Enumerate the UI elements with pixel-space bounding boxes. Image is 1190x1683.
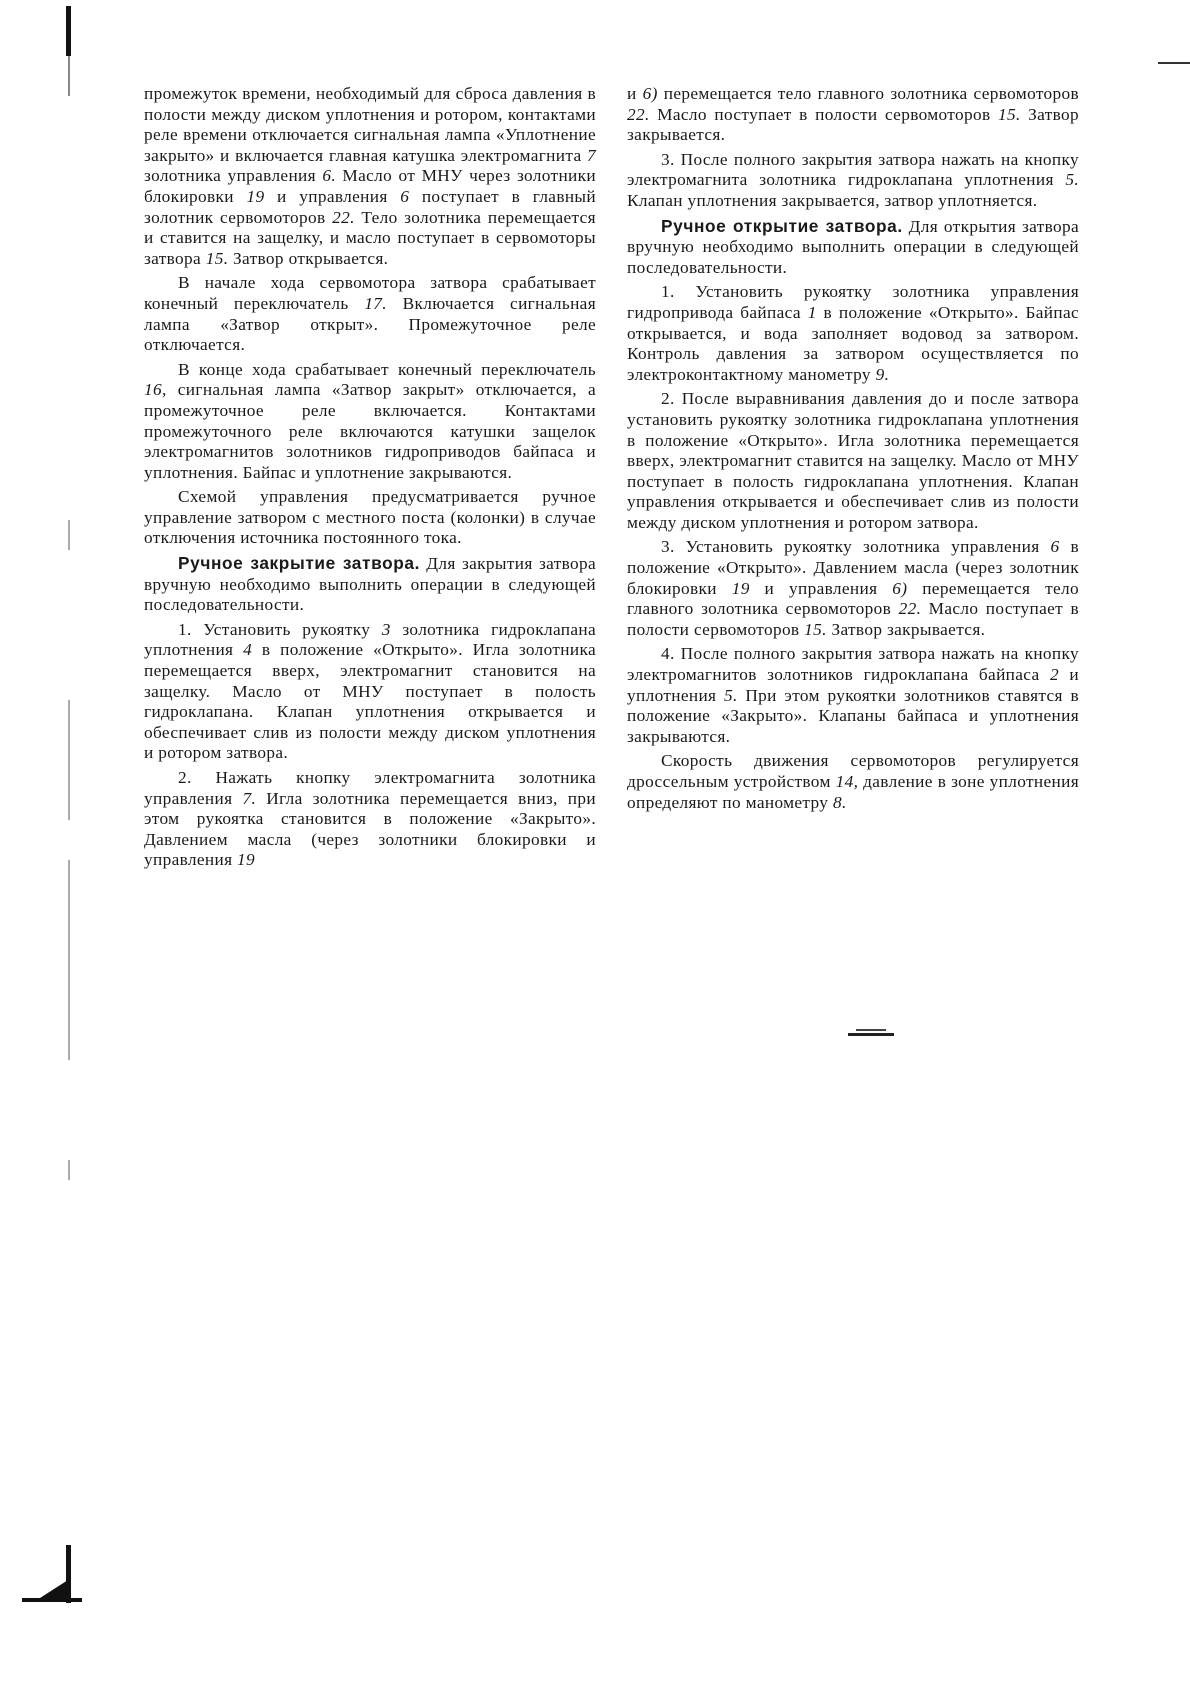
section-heading-manual-opening: Ручное открытие затвора. Для открытия затвора вручную необходимо выполнить операции в следующей последовательности. xyxy=(627,215,1079,277)
scan-artifact-mark xyxy=(22,1598,82,1602)
step-paragraph: 1. Установить рукоятку 3 золотника гидроклапана уплотнения 4 в положение «Открыто». Игла золотника перемещается вверх, электромагнит становится на защелку. Масло от МНУ поступает в полость гидроклапана. Клапан уплотнения открывается и обеспечивает слив из полости между диском уплотнения и ротором затвора. xyxy=(144,619,596,763)
paragraph: промежуток времени, необходимый для сброса давления в полости между диском уплотнения и ротором, контактами реле времени отключается сигнальная лампа «Уплотнение закрыто» и включается главная катушка электромагнита 7 золотника управления 6. Масло от МНУ через золотники блокировки 19 и управления 6 поступает в главный золотник сервомоторов 22. Тело золотника перемещается и ставится на защелку, и масло поступает в сервомоторы затвора 15. Затвор открывается. xyxy=(144,84,596,268)
paragraph: Скорость движения сервомоторов регулируется дроссельным устройством 14, давление в зоне уплотнения определяют по манометру 8. xyxy=(627,751,1079,812)
section-end-rule xyxy=(856,1029,886,1031)
scan-artifact-mark xyxy=(1158,62,1190,64)
section-heading-manual-closing: Ручное закрытие затвора. Для закрытия затвора вручную необходимо выполнить операции в следующей последовательности. xyxy=(144,553,596,615)
scan-artifact-speck xyxy=(68,1160,70,1180)
paragraph: В начале хода сервомотора затвора срабатывает конечный переключатель 17. Включается сигнальная лампа «Затвор открыт». Промежуточное реле отключается. xyxy=(144,273,596,355)
scan-artifact-speck xyxy=(68,860,70,1060)
scan-artifact-mark xyxy=(66,6,71,56)
step-paragraph: 3. Установить рукоятку золотника управления 6 в положение «Открыто». Давлением масла (через золотник блокировки 19 и управления 6) перемещается тело главного золотника сервомоторов 22. Масло поступает в полости сервомоторов 15. Затвор закрывается. xyxy=(627,537,1080,639)
step-paragraph: 4. После полного закрытия затвора нажать на кнопку электромагнитов золотников гидроклапана байпаса 2 и уплотнения 5. При этом рукоятки золотников ставятся в положение «Закрыто». Клапаны байпаса и уплотнения закрываются. xyxy=(627,644,1080,746)
section-end-rule xyxy=(848,1033,894,1036)
paragraph: Схемой управления предусматривается ручное управление затвором с местного поста (колонки) в случае отключения источника постоянного тока. xyxy=(144,487,596,548)
step-paragraph: 3. После полного закрытия затвора нажать на кнопку электромагнита золотника гидроклапана уплотнения 5. Клапан уплотнения закрывается, затвор уплотняется. xyxy=(627,149,1079,210)
step-paragraph: 2. Нажать кнопку электромагнита золотника управления 7. Игла золотника перемещается вниз, при этом рукоятка становится в положение «Закрыто». Давлением масла (через золотники блокировки и управления 19 xyxy=(144,768,596,870)
step-paragraph: 2. После выравнивания давления до и после затвора установить рукоятку золотника гидроклапана уплотнения в положение «Открыто». Игла золотника перемещается вверх, электромагнит ставится на защелку. Масло от МНУ поступает в полость гидроклапана уплотнения. Клапан управления открывается и обеспечивает слив из полости между диском уплотнения и ротором затвора. xyxy=(627,389,1079,532)
scan-artifact-mark xyxy=(68,56,70,96)
paragraph: В конце хода срабатывает конечный переключатель 16, сигнальная лампа «Затвор закрыт» отключается, а промежуточное реле включается. Контактами промежуточного реле включаются катушки защелок электромагнитов золотников гидроприводов байпаса и уплотнения. Байпас и уплотнение закрываются. xyxy=(144,359,596,482)
scan-artifact-speck xyxy=(68,700,70,820)
scan-artifact-speck xyxy=(68,520,70,550)
paragraph: и 6) перемещается тело главного золотника сервомоторов 22. Масло поступает в полости сервомоторов 15. Затвор закрывается. xyxy=(627,84,1079,145)
step-paragraph: 1. Установить рукоятку золотника управления гидропривода байпаса 1 в положение «Открыто». Байпас открывается, и вода заполняет водовод за затвором. Контроль давления за затвором осуществляется по электроконтактному манометру 9. xyxy=(627,282,1079,384)
scan-artifact-mark xyxy=(40,1580,68,1598)
left-text-column xyxy=(144,84,596,875)
right-text-column xyxy=(627,84,1079,817)
